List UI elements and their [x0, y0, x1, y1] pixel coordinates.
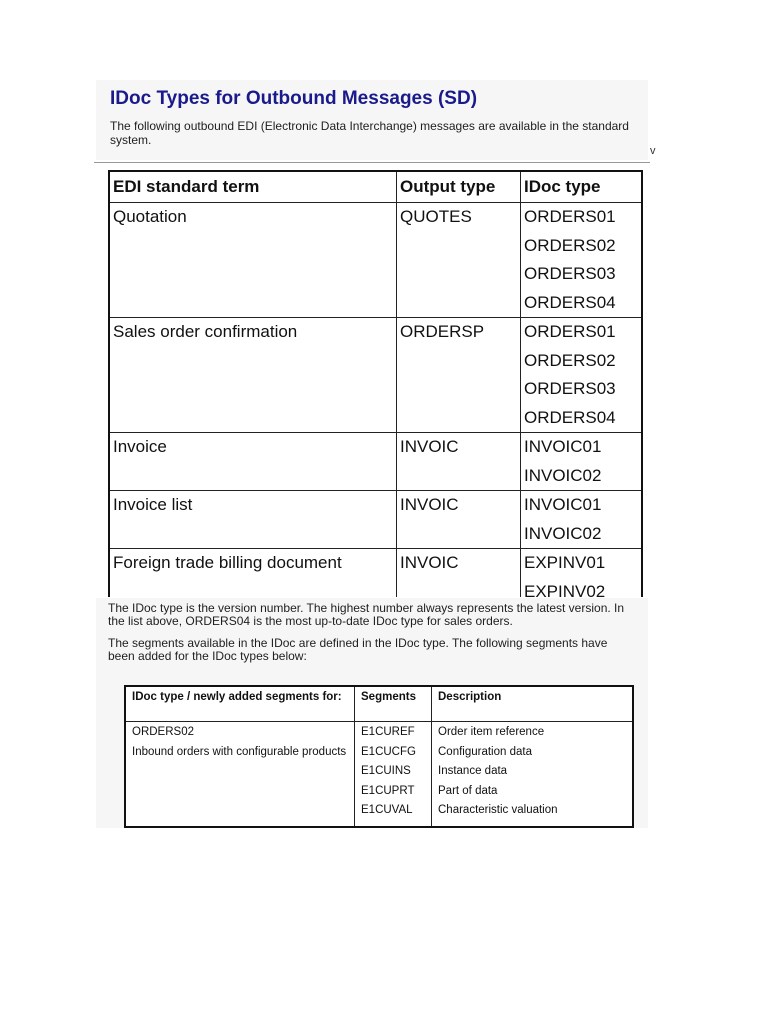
idoc-types: [521, 318, 643, 433]
table-row: [125, 722, 633, 827]
stray-mark: v: [650, 145, 656, 157]
idoc-type: INVOIC02: [524, 465, 602, 485]
column-header: EDI standard term: [109, 171, 397, 203]
segments-cell: [355, 722, 432, 827]
idoc-type: ORDERS03: [524, 264, 616, 283]
version-note: The IDoc type is the version number. The highest number always represents the latest version. In the list above, ORDERS04 is the most up-to-date IDoc type for sales orders.: [108, 601, 625, 628]
output-type: INVOIC: [397, 491, 521, 549]
segment-description: Order item reference: [438, 726, 545, 738]
page-title: IDoc Types for Outbound Messages (SD): [110, 88, 478, 109]
descriptions-cell: [432, 722, 634, 827]
intro-text: The following outbound EDI (Electronic Data Interchange) messages are available in the standard system.: [110, 119, 629, 147]
table-row: [109, 318, 642, 433]
segment-description: Part of data: [438, 784, 498, 797]
table-row: [109, 549, 642, 598]
edi-term: Invoice list: [109, 491, 397, 549]
idoc-type: ORDERS04: [524, 407, 616, 427]
idoc-type: ORDERS04: [524, 292, 616, 312]
column-header: IDoc type: [521, 171, 643, 203]
output-type: INVOIC: [397, 549, 521, 598]
column-header: IDoc type / newly added segments for:: [125, 686, 355, 722]
table-header-row: [125, 686, 633, 722]
idoc-types: [521, 491, 643, 549]
edi-term: Quotation: [109, 203, 397, 318]
idoc-type: ORDERS02: [132, 726, 194, 738]
table-row: [109, 203, 642, 318]
segments-table: [124, 685, 634, 828]
output-type: ORDERSP: [397, 318, 521, 433]
idoc-type: INVOIC01: [524, 437, 602, 456]
idoc-type-cell: [125, 722, 355, 827]
column-header: Output type: [397, 171, 521, 203]
segment-name: E1CUREF: [361, 726, 415, 738]
segment-name: E1CUVAL: [361, 804, 413, 816]
output-type: INVOIC: [397, 433, 521, 491]
segment-name: E1CUINS: [361, 765, 411, 777]
idoc-type: INVOIC01: [524, 495, 602, 514]
idoc-types: [521, 549, 643, 598]
idoc-type: EXPINV02: [524, 581, 606, 597]
edi-term: Invoice: [109, 433, 397, 491]
idoc-type: ORDERS02: [524, 235, 616, 255]
idoc-type: ORDERS03: [524, 379, 616, 398]
table-header-row: [109, 171, 642, 203]
idoc-type: INVOIC02: [524, 523, 602, 543]
idoc-types: [521, 203, 643, 318]
segments-note: The segments available in the IDoc are defined in the IDoc type. The following segments have been added for the IDoc types below:: [108, 636, 608, 663]
edi-messages-table: [108, 170, 643, 597]
column-header: Segments: [355, 686, 432, 722]
segment-description: Configuration data: [438, 745, 532, 758]
idoc-type-note: Inbound orders with configurable products: [132, 746, 347, 758]
column-header: Description: [432, 686, 634, 722]
idoc-type: EXPINV01: [524, 553, 606, 572]
idoc-type: ORDERS02: [524, 350, 616, 370]
edi-term: Foreign trade billing document: [109, 549, 397, 598]
table-row: [109, 433, 642, 491]
segment-description: Instance data: [438, 765, 508, 777]
idoc-type: ORDERS01: [524, 322, 616, 341]
segment-name: E1CUCFG: [361, 745, 416, 758]
edi-term: Sales order confirmation: [109, 318, 397, 433]
idoc-type: ORDERS01: [524, 207, 616, 226]
edi-table-viewport: [100, 160, 660, 597]
segment-description: Characteristic valuation: [438, 804, 558, 816]
output-type: QUOTES: [397, 203, 521, 318]
table-row: [109, 491, 642, 549]
idoc-types: [521, 433, 643, 491]
segment-name: E1CUPRT: [361, 784, 415, 797]
